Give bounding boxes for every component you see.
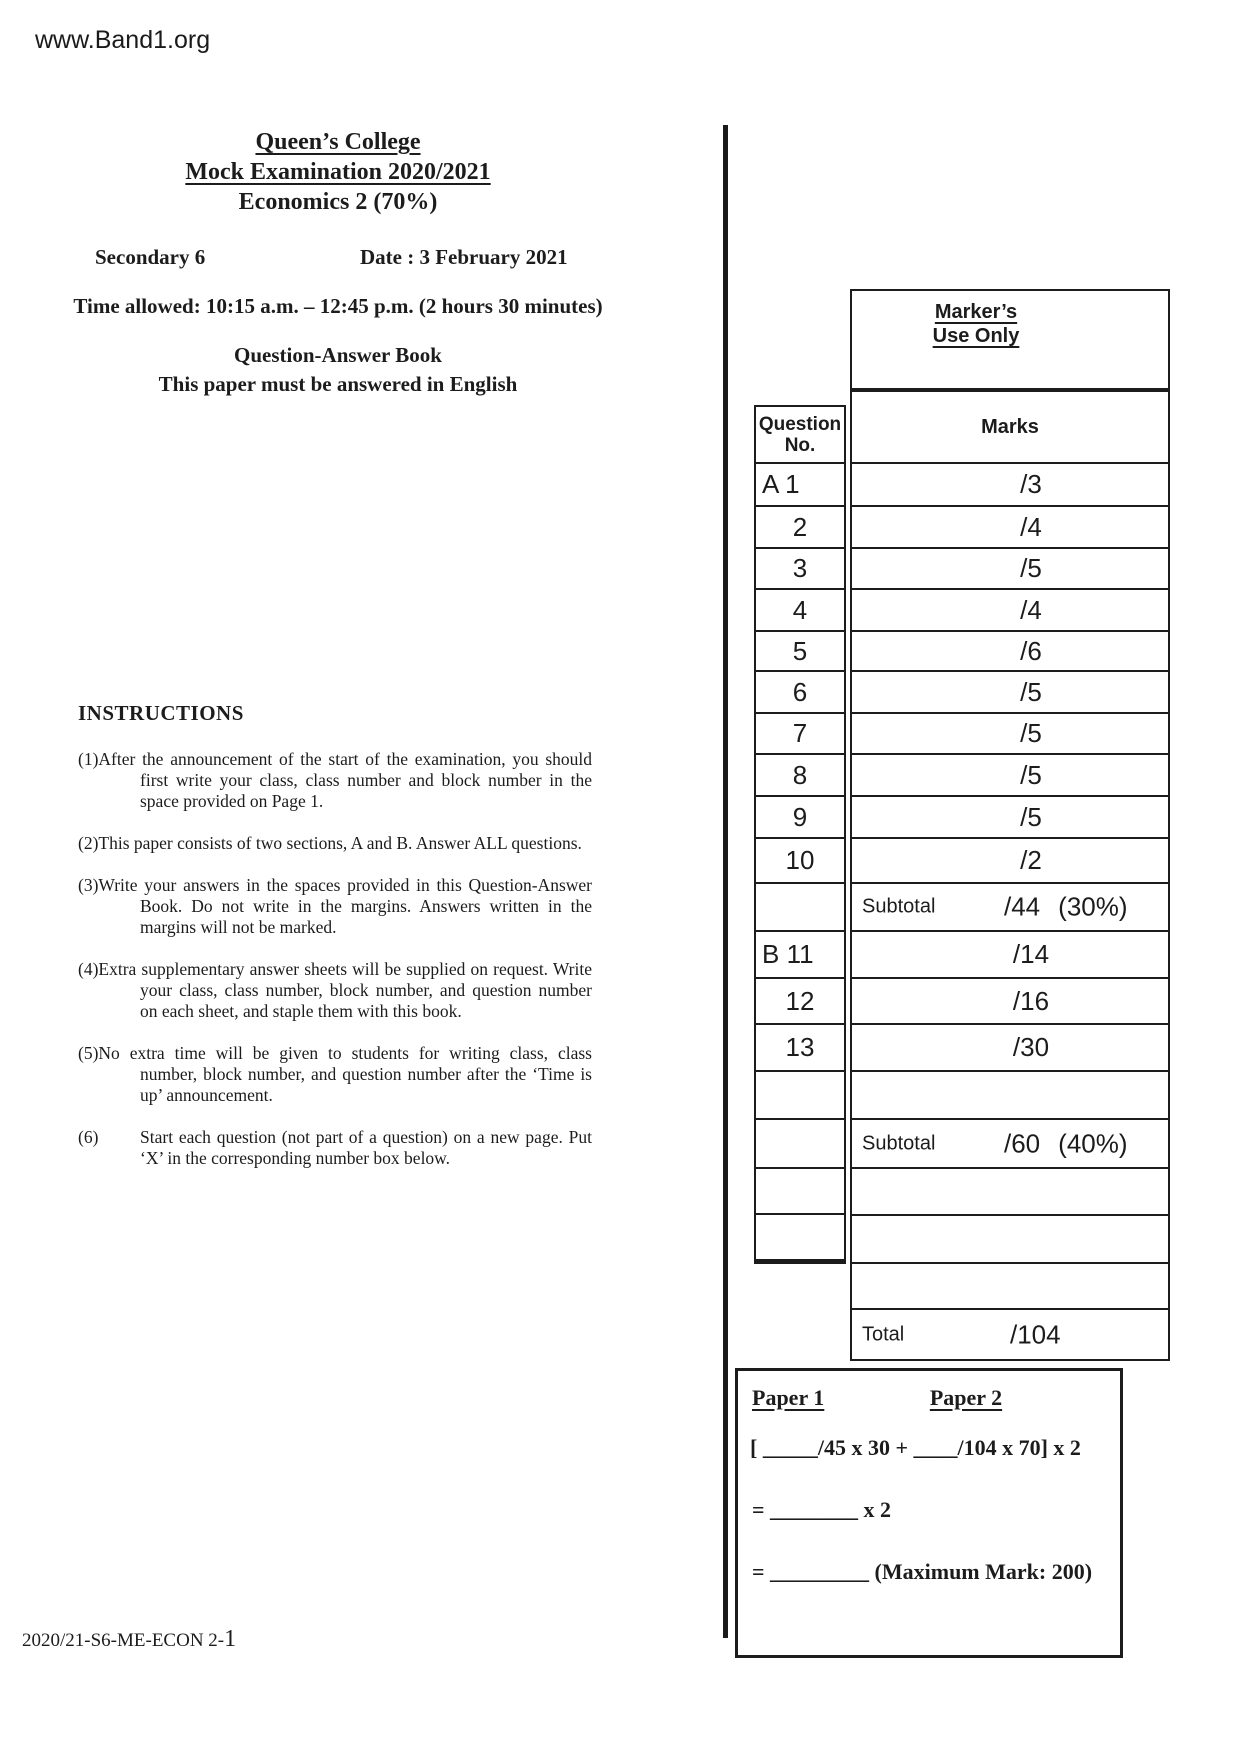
total-label: Total [862, 1323, 905, 1345]
time-allowed: Time allowed: 10:15 a.m. – 12:45 p.m. (2 hours 30 minutes) [73, 294, 603, 318]
marks-cell-8: /5 [852, 755, 1168, 797]
question-cell-5: 5 [756, 632, 844, 672]
instructions-heading: INSTRUCTIONS [78, 701, 244, 725]
total-value: /104 [1010, 1319, 1061, 1349]
subtotal-row-b [852, 1120, 1168, 1169]
instruction-text: Write your answers in the spaces provided in this Question-Answer Book. Do not write in the margins. Answers written in the margins will not be marked. [98, 875, 592, 937]
title-block [0, 127, 676, 217]
marks-cell-3: /5 [852, 549, 1168, 590]
instruction-item-5 [78, 1043, 592, 1106]
instruction-text: Start each question (not part of a question) on a new page. Put ‘X’ in the corresponding number box below. [140, 1127, 592, 1168]
total-row [852, 1310, 1168, 1359]
instruction-item-1 [78, 749, 592, 812]
page-divider-line [723, 125, 728, 1638]
subtotal-value: /44 (30%) [1004, 891, 1128, 922]
question-cell-6: 6 [756, 672, 844, 714]
marks-cell-1: /3 [852, 464, 1168, 507]
instruction-item-2 [78, 833, 592, 854]
instruction-number: (4) [78, 959, 99, 979]
instruction-item-3 [78, 875, 592, 938]
instruction-text: Extra supplementary answer sheets will be supplied on request. Write your class, class number, block number, and question number on each sheet, and staple them with this book. [98, 959, 592, 1021]
question-cell-a1: A 1 [756, 464, 844, 507]
marks-cell-empty [852, 1169, 1168, 1216]
instruction-item-6 [78, 1127, 592, 1169]
question-cell-empty [756, 1215, 844, 1260]
footer-page-number: 1 [224, 1626, 237, 1652]
paper2-label: Paper 2 [929, 1385, 1003, 1410]
marks-cell-2: /4 [852, 507, 1168, 549]
score-formula-line: [ _____/45 x 30 + ____/104 x 70] x 2 [750, 1435, 1081, 1460]
question-cell-13: 13 [756, 1025, 844, 1072]
question-cell-10: 10 [756, 839, 844, 884]
subtotal-label: Subtotal [862, 1132, 936, 1154]
question-cell-b11: B 11 [756, 932, 844, 979]
footer-code: 2020/21-S6-ME-ECON 2- [22, 1630, 225, 1651]
instruction-text: This paper consists of two sections, A and B. Answer ALL questions. [98, 833, 582, 853]
question-cell-empty [756, 1072, 844, 1120]
question-cell-3: 3 [756, 549, 844, 590]
footer [22, 1626, 236, 1653]
marks-cell-empty [852, 1216, 1168, 1264]
question-no-column [754, 405, 846, 1264]
question-cell-empty [756, 1120, 844, 1169]
marks-cell-10: /2 [852, 839, 1168, 884]
instruction-number: (3) [78, 875, 99, 895]
question-cell-9: 9 [756, 797, 844, 839]
school-name: Queen’s College [255, 129, 421, 155]
marks-cell-7: /5 [852, 714, 1168, 755]
subtotal-value: /60 (40%) [1004, 1128, 1128, 1158]
question-col-header: Question No. [756, 407, 844, 464]
language-note: This paper must be answered in English [158, 372, 518, 396]
marks-cell-13: /30 [852, 1025, 1168, 1072]
instruction-number: (1) [78, 749, 99, 769]
score-step3-line: = _________ (Maximum Mark: 200) [752, 1559, 1093, 1584]
question-cell-7: 7 [756, 714, 844, 755]
marks-cell-5: /6 [852, 632, 1168, 672]
marks-cell-6: /5 [852, 672, 1168, 714]
instruction-item-4 [78, 959, 592, 1022]
marks-cell-12: /16 [852, 979, 1168, 1025]
instructions-list [78, 749, 592, 1190]
paper-labels [752, 1385, 1002, 1411]
marks-cell-empty [852, 1072, 1168, 1120]
instruction-number: (2) [78, 833, 99, 853]
subtotal-percent: (40%) [1058, 1128, 1128, 1158]
marks-cell-9: /5 [852, 797, 1168, 839]
marks-cell-empty [852, 1264, 1168, 1310]
paper1-label: Paper 1 [752, 1385, 825, 1410]
marks-header: Marks [852, 392, 1168, 464]
exam-name: Mock Examination 2020/2021 [185, 159, 491, 185]
class-level: Secondary 6 [95, 245, 206, 269]
subtotal-label: Subtotal [862, 895, 936, 918]
question-cell-2: 2 [756, 507, 844, 549]
instruction-number: (6) [78, 1127, 99, 1147]
question-cell-12: 12 [756, 979, 844, 1025]
subject-name: Economics 2 (70%) [238, 189, 438, 215]
book-title: Question-Answer Book [234, 343, 442, 367]
subtotal-percent: (30%) [1058, 891, 1128, 922]
exam-date: Date : 3 February 2021 [360, 245, 568, 269]
site-watermark: www.Band1.org [35, 26, 211, 54]
score-step2-line: = ________ x 2 [752, 1497, 892, 1522]
marks-cell-11: /14 [852, 932, 1168, 979]
instruction-number: (5) [78, 1043, 99, 1063]
question-cell-4: 4 [756, 590, 844, 632]
instruction-text: No extra time will be given to students for writing class, class number, block number, and question number after the ‘Time is up’ announcement. [98, 1043, 592, 1105]
question-cell-empty [756, 1169, 844, 1215]
question-cell-8: 8 [756, 755, 844, 797]
marks-cell-4: /4 [852, 590, 1168, 632]
score-calculation-box [735, 1368, 1123, 1658]
marks-column [850, 390, 1170, 1361]
marker-use-only-box [850, 289, 1170, 390]
question-cell-empty [756, 884, 844, 932]
instruction-text: After the announcement of the start of the examination, you should first write your class, class number and block number in the space provided on Page 1. [98, 749, 592, 811]
subtotal-row-a [852, 884, 1168, 932]
marker-use-only-text: Marker’s Use Only [932, 301, 1020, 347]
